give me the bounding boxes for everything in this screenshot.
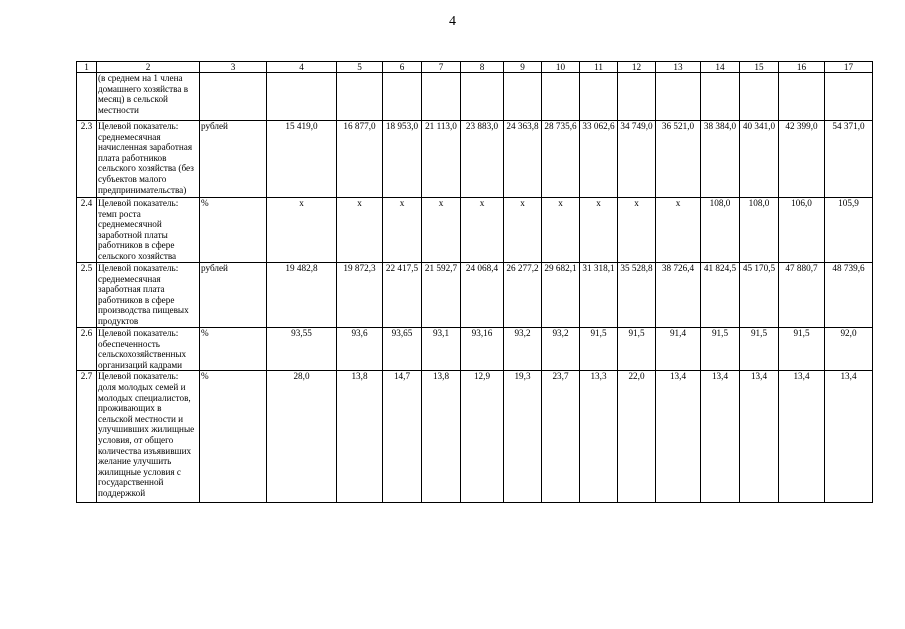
value-cell: 19,3 [504,371,542,503]
unit-cell: рублей [200,263,267,328]
value-cell: 19 872,3 [337,263,383,328]
value-cell [383,73,422,121]
value-cell: x [656,198,701,263]
indicators-table [76,61,873,503]
value-cell: 13,4 [701,371,740,503]
value-cell: x [461,198,504,263]
value-cell: 34 749,0 [618,121,656,198]
value-cell [337,73,383,121]
value-cell: x [542,198,580,263]
column-header-15: 15 [740,62,779,73]
value-cell: 106,0 [779,198,825,263]
value-cell [504,73,542,121]
value-cell: 22 417,5 [383,263,422,328]
value-cell: 93,6 [337,328,383,371]
value-cell: 93,1 [422,328,461,371]
value-cell: 22,0 [618,371,656,503]
indicator-name: Целевой показатель: обеспеченность сельскохозяйственных организаций кадрами [97,328,200,371]
value-cell: x [267,198,337,263]
value-cell: 13,8 [422,371,461,503]
column-header-5: 5 [337,62,383,73]
column-header-13: 13 [656,62,701,73]
value-cell [618,73,656,121]
value-cell: 24 068,4 [461,263,504,328]
value-cell: 24 363,8 [504,121,542,198]
table-row [77,198,873,263]
value-cell [825,73,873,121]
column-header-14: 14 [701,62,740,73]
row-number: 2.7 [77,371,97,503]
indicator-name: (в среднем на 1 члена домашнего хозяйства в месяц) в сельской местности [97,73,200,121]
value-cell: 21 592,7 [422,263,461,328]
value-cell: 91,5 [618,328,656,371]
value-cell [701,73,740,121]
value-cell [422,73,461,121]
value-cell: 93,16 [461,328,504,371]
row-number: 2.5 [77,263,97,328]
value-cell: 23 883,0 [461,121,504,198]
column-header-6: 6 [383,62,422,73]
table-row [77,328,873,371]
value-cell: 54 371,0 [825,121,873,198]
column-header-8: 8 [461,62,504,73]
unit-cell [200,73,267,121]
row-number: 2.6 [77,328,97,371]
value-cell: 15 419,0 [267,121,337,198]
column-header-3: 3 [200,62,267,73]
value-cell: x [337,198,383,263]
unit-cell: рублей [200,121,267,198]
value-cell: 91,4 [656,328,701,371]
value-cell: 38 384,0 [701,121,740,198]
value-cell: 13,3 [580,371,618,503]
value-cell [740,73,779,121]
value-cell: 31 318,1 [580,263,618,328]
value-cell: 23,7 [542,371,580,503]
value-cell: 93,55 [267,328,337,371]
value-cell: 33 062,6 [580,121,618,198]
value-cell: 91,5 [779,328,825,371]
value-cell: x [580,198,618,263]
value-cell: 19 482,8 [267,263,337,328]
value-cell: 28 735,6 [542,121,580,198]
value-cell: x [422,198,461,263]
column-header-16: 16 [779,62,825,73]
table-body [77,73,873,503]
value-cell: 41 824,5 [701,263,740,328]
value-cell: 36 521,0 [656,121,701,198]
column-header-12: 12 [618,62,656,73]
value-cell: 13,4 [825,371,873,503]
value-cell: 26 277,2 [504,263,542,328]
value-cell: 29 682,1 [542,263,580,328]
indicator-name: Целевой показатель: среднемесячная заработная плата работников в сфере производства пищевых продуктов [97,263,200,328]
value-cell: 108,0 [740,198,779,263]
value-cell: 48 739,6 [825,263,873,328]
value-cell: x [383,198,422,263]
column-header-1: 1 [77,62,97,73]
indicator-name: Целевой показатель: доля молодых семей и молодых специалистов, проживающих в сельской местности и улучшивших жилищные условия, от общего количества изъявивших желание улучшить жилищные условия с государственной поддержкой [97,371,200,503]
value-cell: 47 880,7 [779,263,825,328]
value-cell [542,73,580,121]
value-cell: 40 341,0 [740,121,779,198]
value-cell: 91,5 [701,328,740,371]
value-cell: 14,7 [383,371,422,503]
value-cell: 16 877,0 [337,121,383,198]
value-cell [580,73,618,121]
indicator-name: Целевой показатель: среднемесячная начисленная заработная плата работников сельского хозяйства (без субъектов малого предпринимательства) [97,121,200,198]
column-header-2: 2 [97,62,200,73]
table-row [77,73,873,121]
value-cell: 38 726,4 [656,263,701,328]
table-row [77,263,873,328]
value-cell: 45 170,5 [740,263,779,328]
value-cell: 18 953,0 [383,121,422,198]
page-number: 4 [449,14,456,29]
value-cell: 91,5 [740,328,779,371]
value-cell: 21 113,0 [422,121,461,198]
column-header-17: 17 [825,62,873,73]
value-cell: 93,65 [383,328,422,371]
row-number: 2.3 [77,121,97,198]
value-cell: 93,2 [542,328,580,371]
value-cell: 12,9 [461,371,504,503]
table-row [77,121,873,198]
value-cell: 92,0 [825,328,873,371]
value-cell: 13,4 [740,371,779,503]
value-cell: 91,5 [580,328,618,371]
indicator-name: Целевой показатель: темп роста среднемесячной заработной платы работников в сфере сельского хозяйства [97,198,200,263]
value-cell [461,73,504,121]
column-header-11: 11 [580,62,618,73]
value-cell: x [618,198,656,263]
value-cell: x [504,198,542,263]
value-cell: 13,8 [337,371,383,503]
value-cell: 108,0 [701,198,740,263]
value-cell [779,73,825,121]
value-cell: 105,9 [825,198,873,263]
column-header-7: 7 [422,62,461,73]
value-cell: 13,4 [656,371,701,503]
unit-cell: % [200,198,267,263]
value-cell: 42 399,0 [779,121,825,198]
unit-cell: % [200,328,267,371]
unit-cell: % [200,371,267,503]
value-cell: 28,0 [267,371,337,503]
column-header-9: 9 [504,62,542,73]
value-cell: 13,4 [779,371,825,503]
row-number: 2.4 [77,198,97,263]
row-number [77,73,97,121]
value-cell [267,73,337,121]
value-cell: 35 528,8 [618,263,656,328]
column-header-10: 10 [542,62,580,73]
column-header-4: 4 [267,62,337,73]
header-row [77,62,873,73]
value-cell [656,73,701,121]
value-cell: 93,2 [504,328,542,371]
table-row [77,371,873,503]
